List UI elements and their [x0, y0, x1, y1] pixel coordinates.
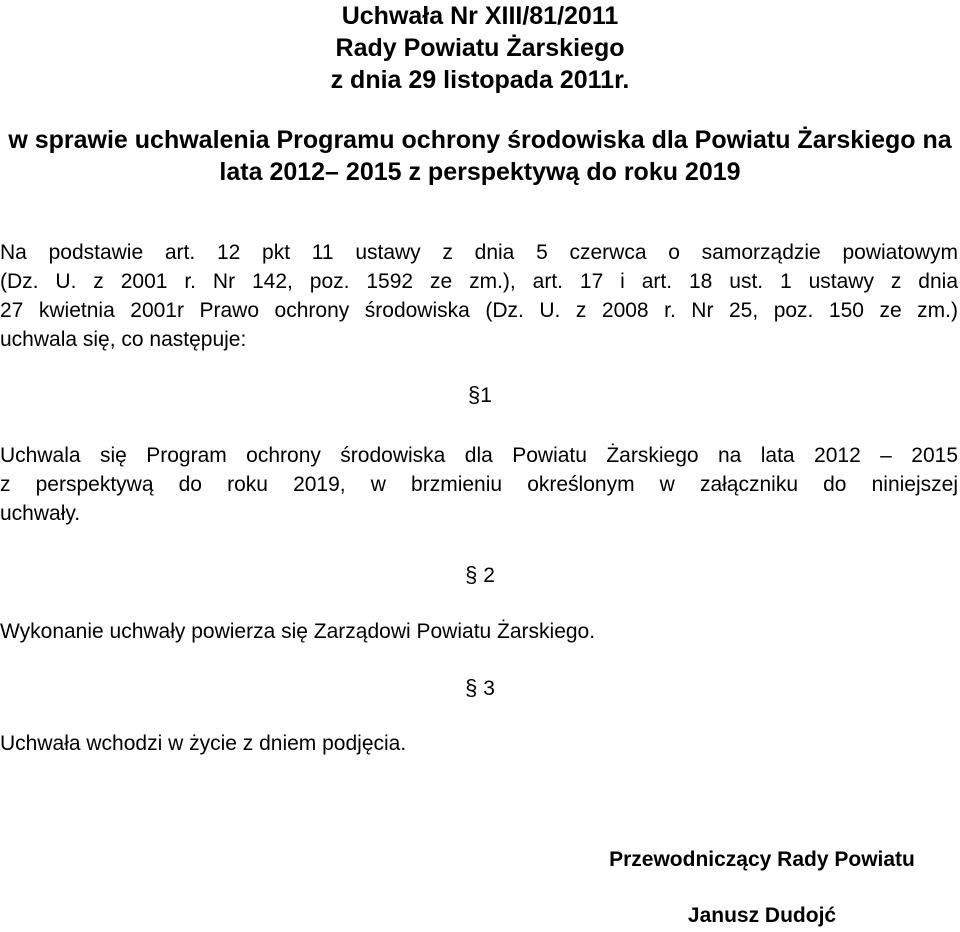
section-3-heading [0, 673, 960, 703]
document-header [0, 0, 960, 96]
legal-basis-line-1: Na podstawie art. 12 pkt 11 ustawy z dnia 5 czerwca o samorządzie powiatowym [0, 241, 958, 264]
section-2-body [0, 617, 958, 646]
section-1-line-3: uchwały. [0, 502, 81, 525]
legal-basis-line-3: 27 kwietnia 2001r Prawo ochrony środowiska (Dz. U. z 2008 r. Nr 25, poz. 150 ze zm.) [0, 299, 958, 322]
section-2-heading [0, 560, 960, 590]
signature-title: Przewodniczący Rady Powiatu [609, 848, 915, 871]
section-1-body [0, 441, 958, 528]
section-symbol: § [468, 382, 481, 407]
council-name: Rady Powiatu Żarskiego [335, 34, 625, 62]
section-symbol: § [465, 562, 478, 587]
section-number: 1 [480, 384, 492, 407]
section-number: 2 [483, 564, 495, 587]
legal-basis-line-4: uchwala się, co następuje: [0, 328, 247, 351]
section-1-line-2: z perspektywą do roku 2019, w brzmieniu określonym w załączniku do niniejszej [0, 473, 958, 496]
section-number: 3 [483, 677, 495, 700]
legal-basis [0, 238, 958, 354]
section-2-line-1: Wykonanie uchwały powierza się Zarządowi Powiatu Żarskiego. [0, 620, 596, 643]
section-3-line-1: Uchwała wchodzi w życie z dniem podjęcia. [0, 732, 407, 755]
resolution-date: z dnia 29 listopada 2011r. [330, 66, 630, 94]
signature-name: Janusz Dudojć [687, 904, 837, 927]
subject-line-1: w sprawie uchwalenia Programu ochrony środowiska dla Powiatu Żarskiego na [8, 126, 952, 154]
subject-line-2: lata 2012– 2015 z perspektywą do roku 2019 [219, 158, 741, 186]
section-3-body [0, 729, 958, 758]
legal-basis-line-2: (Dz. U. z 2001 r. Nr 142, poz. 1592 ze zm.), art. 17 i art. 18 ust. 1 ustawy z dnia [0, 270, 958, 293]
section-symbol: § [465, 675, 478, 700]
resolution-subject [0, 124, 960, 188]
section-1-line-1: Uchwala się Program ochrony środowiska dla Powiatu Żarskiego na lata 2012 – 2015 [0, 444, 958, 467]
resolution-number: Uchwała Nr XIII/81/2011 [341, 2, 619, 30]
section-1-heading [0, 380, 960, 410]
